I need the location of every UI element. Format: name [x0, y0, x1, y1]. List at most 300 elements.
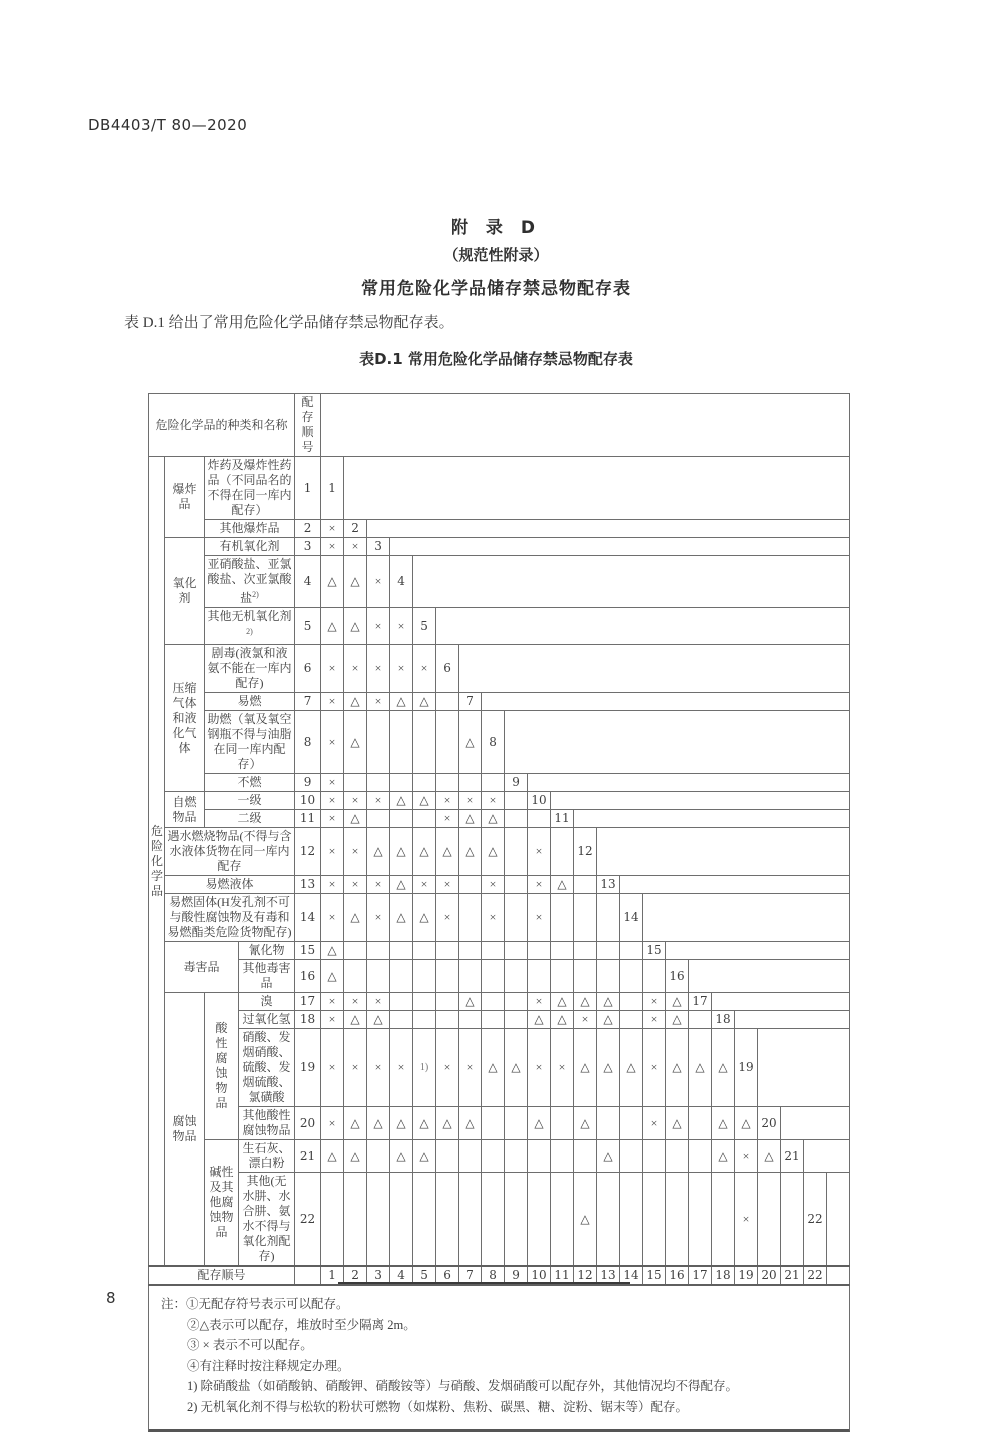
mark-cell	[620, 993, 643, 1011]
mark-cell	[390, 810, 413, 828]
mark-cell: △	[413, 828, 436, 876]
mark-cell: ×	[367, 556, 390, 608]
mark-cell: △	[712, 1029, 735, 1107]
void-cell	[505, 711, 850, 774]
mark-cell: △	[413, 894, 436, 942]
mark-cell: △	[574, 993, 597, 1011]
note-line: 注：①无配存符号表示可以配存。	[161, 1297, 349, 1311]
mark-cell: ×	[321, 520, 344, 538]
mark-cell	[367, 1173, 390, 1267]
mark-cell	[344, 774, 367, 792]
mark-cell: △	[459, 828, 482, 876]
footer-number: 15	[643, 1266, 666, 1285]
diagonal-cell: 3	[367, 538, 390, 556]
group-label: 氧化剂	[165, 538, 205, 645]
mark-cell: ×	[321, 810, 344, 828]
footer-number: 5	[413, 1266, 436, 1285]
mark-cell: △	[597, 1140, 620, 1173]
mark-cell: △	[459, 1107, 482, 1140]
row-number: 2	[295, 520, 321, 538]
subgroup-text: 碱性及其他腐蚀物品	[209, 1165, 234, 1239]
mark-cell	[413, 1173, 436, 1267]
mark-cell: △	[459, 711, 482, 774]
mark-cell: △	[551, 993, 574, 1011]
mark-cell	[505, 894, 528, 942]
mark-cell	[482, 1107, 505, 1140]
matrix-table	[148, 393, 850, 1286]
mark-cell	[367, 711, 390, 774]
item-label: 一级	[205, 792, 295, 810]
footer-number: 21	[781, 1266, 804, 1285]
mark-cell	[482, 1011, 505, 1029]
mark-cell: ×	[643, 993, 666, 1011]
mark-cell: ×	[390, 608, 413, 645]
mark-cell: ×	[321, 1011, 344, 1029]
mark-cell: △	[413, 1140, 436, 1173]
mark-cell: ×	[643, 1011, 666, 1029]
mark-cell	[482, 774, 505, 792]
mark-cell: ×	[321, 1107, 344, 1140]
mark-cell	[551, 828, 574, 876]
item-label: 炸药及爆炸性药品（不同品名的不得在同一库内配存）	[205, 457, 295, 520]
mark-cell: ×	[551, 1029, 574, 1107]
mark-cell: ×	[528, 828, 551, 876]
footer-trailing-cell	[827, 1266, 850, 1285]
appendix-subheading: （规范性附录）	[443, 246, 549, 264]
mark-cell: ×	[321, 792, 344, 810]
mark-cell: △	[321, 942, 344, 960]
mark-cell: ×	[367, 894, 390, 942]
mark-cell: △	[344, 1107, 367, 1140]
diagonal-cell: 17	[689, 993, 712, 1011]
item-label: 其他毒害品	[239, 960, 295, 993]
void-cell	[344, 457, 850, 520]
mark-cell: △	[390, 876, 413, 894]
mark-cell	[574, 876, 597, 894]
mark-cell	[643, 960, 666, 993]
mark-cell: ×	[367, 1029, 390, 1107]
subgroup-label	[205, 1140, 239, 1267]
mark-cell	[643, 1173, 666, 1267]
mark-cell	[390, 774, 413, 792]
mark-cell	[505, 876, 528, 894]
footer-number: 22	[804, 1266, 827, 1285]
row-number: 9	[295, 774, 321, 792]
mark-cell	[551, 1107, 574, 1140]
item-label: 助燃（氧及氧空钢瓶不得与油脂在同一库内配存）	[205, 711, 295, 774]
footer-rule	[338, 1282, 630, 1284]
footer-label: 配存顺号	[149, 1266, 295, 1285]
row-number: 21	[295, 1140, 321, 1173]
mark-cell: △	[482, 828, 505, 876]
group-label: 压缩气体和液化气体	[165, 645, 205, 792]
mark-cell: ×	[321, 645, 344, 693]
void-cell	[735, 1011, 850, 1029]
mark-cell: ×	[390, 1029, 413, 1107]
page-number: 8	[106, 1289, 116, 1307]
void-cell	[827, 1173, 850, 1267]
mark-cell	[436, 711, 459, 774]
mark-cell	[367, 1140, 390, 1173]
void-cell	[528, 774, 850, 792]
row-number: 14	[295, 894, 321, 942]
footer-number: 4	[390, 1266, 413, 1285]
mark-cell: ×	[436, 1029, 459, 1107]
mark-cell	[505, 810, 528, 828]
mark-cell	[597, 942, 620, 960]
mark-cell	[574, 942, 597, 960]
mark-cell	[459, 960, 482, 993]
mark-cell	[689, 1140, 712, 1173]
mark-cell: ×	[344, 1029, 367, 1107]
mark-cell	[390, 960, 413, 993]
mark-cell	[390, 1011, 413, 1029]
note-line: 2) 无机氧化剂不得与松软的粉状可燃物（如煤粉、焦粉、碳黑、糖、淀粉、锯末等）配存。	[187, 1399, 689, 1414]
footer-number: 14	[620, 1266, 643, 1285]
mark-cell: △	[321, 1140, 344, 1173]
mark-cell: △	[321, 960, 344, 993]
mark-cell: △	[344, 711, 367, 774]
diagonal-cell: 8	[482, 711, 505, 774]
mark-cell: ×	[643, 1029, 666, 1107]
mark-cell	[367, 960, 390, 993]
mark-cell	[344, 1173, 367, 1267]
item-label: 亚硝酸盐、亚氯酸盐、次亚氯酸盐$^{2)}$	[205, 556, 295, 608]
footer-number: 19	[735, 1266, 758, 1285]
mark-cell: ×	[482, 894, 505, 942]
mark-cell	[551, 942, 574, 960]
subgroup-label	[205, 993, 239, 1140]
mark-cell	[597, 1107, 620, 1140]
mark-cell	[666, 1173, 689, 1267]
mark-cell: ×	[413, 876, 436, 894]
diagonal-cell: 22	[804, 1173, 827, 1267]
mark-cell	[413, 711, 436, 774]
mark-cell: △	[367, 1011, 390, 1029]
subgroup-text: 酸性腐蚀物品	[215, 1021, 228, 1110]
mark-cell: △	[436, 1107, 459, 1140]
diagonal-cell: 13	[597, 876, 620, 894]
void-cell	[459, 645, 850, 693]
mark-cell: △	[390, 1140, 413, 1173]
mark-cell: ×	[344, 828, 367, 876]
mark-cell: △	[344, 810, 367, 828]
item-label: 易燃	[205, 693, 295, 711]
mark-cell: △	[390, 828, 413, 876]
void-cell	[712, 993, 850, 1011]
mark-cell: △	[344, 608, 367, 645]
mark-cell	[528, 942, 551, 960]
mark-cell	[413, 1011, 436, 1029]
mark-cell: △	[367, 828, 390, 876]
mark-cell	[482, 1140, 505, 1173]
mark-cell	[574, 894, 597, 942]
mark-cell	[620, 1011, 643, 1029]
void-cell	[413, 556, 850, 608]
mark-cell: ×	[321, 993, 344, 1011]
footer-blank-cell	[295, 1266, 321, 1285]
notes-box	[148, 1286, 850, 1432]
mark-cell	[620, 1173, 643, 1267]
void-cell	[758, 1029, 850, 1107]
mark-cell	[459, 774, 482, 792]
mark-cell	[413, 993, 436, 1011]
mark-cell: ×	[482, 792, 505, 810]
mark-cell: ×	[528, 1029, 551, 1107]
mark-cell	[620, 960, 643, 993]
item-label: 氰化物	[239, 942, 295, 960]
mark-cell: △	[574, 1107, 597, 1140]
diagonal-cell: 15	[643, 942, 666, 960]
mark-cell: △	[390, 1107, 413, 1140]
row-number: 22	[295, 1173, 321, 1267]
mark-cell	[574, 1140, 597, 1173]
mark-cell: ×	[367, 608, 390, 645]
mark-cell: △	[551, 1011, 574, 1029]
mark-cell	[505, 1140, 528, 1173]
note-line: ②△表示可以配存，堆放时至少隔离 2m。	[187, 1317, 416, 1332]
mark-cell: ×	[643, 1107, 666, 1140]
group-label: 毒害品	[165, 942, 239, 993]
diagonal-cell: 4	[390, 556, 413, 608]
footer-number: 20	[758, 1266, 781, 1285]
mark-cell	[620, 1140, 643, 1173]
mark-cell: 1)	[413, 1029, 436, 1107]
mark-cell	[436, 693, 459, 711]
mark-cell	[528, 810, 551, 828]
mark-cell	[413, 774, 436, 792]
row-number: 13	[295, 876, 321, 894]
mark-cell	[413, 942, 436, 960]
spine-label: 危险化学品	[149, 457, 165, 1267]
mark-cell: ×	[367, 876, 390, 894]
note-line: ④有注释时按注释规定办理。	[187, 1358, 350, 1373]
void-cell	[666, 942, 850, 960]
void-cell	[574, 810, 850, 828]
diagonal-cell: 1	[321, 457, 344, 520]
mark-cell	[482, 960, 505, 993]
row-number: 11	[295, 810, 321, 828]
appendix-title: 常用危险化学品储存禁忌物配存表	[361, 279, 631, 299]
mark-cell: △	[344, 1011, 367, 1029]
mark-cell: △	[551, 876, 574, 894]
diagonal-cell: 10	[528, 792, 551, 810]
group-label: 爆炸品	[165, 457, 205, 538]
mark-cell	[321, 1173, 344, 1267]
mark-cell: ×	[367, 693, 390, 711]
mark-cell: △	[666, 993, 689, 1011]
mark-cell	[367, 774, 390, 792]
mark-cell	[505, 960, 528, 993]
mark-cell: △	[574, 1029, 597, 1107]
diagonal-cell: 9	[505, 774, 528, 792]
table-area	[148, 393, 851, 1432]
mark-cell: △	[390, 693, 413, 711]
mark-cell: ×	[321, 1029, 344, 1107]
mark-cell	[528, 960, 551, 993]
mark-cell	[344, 942, 367, 960]
mark-cell: △	[528, 1107, 551, 1140]
mark-cell	[436, 1140, 459, 1173]
mark-cell: ×	[528, 894, 551, 942]
item-label: 过氧化氢	[239, 1011, 295, 1029]
mark-cell: ×	[344, 538, 367, 556]
row-number: 4	[295, 556, 321, 608]
mark-cell	[551, 1140, 574, 1173]
diagonal-cell: 21	[781, 1140, 804, 1173]
mark-cell	[620, 1107, 643, 1140]
mark-cell	[528, 1140, 551, 1173]
mark-cell: ×	[735, 1173, 758, 1267]
mark-cell: △	[321, 608, 344, 645]
mark-cell	[505, 942, 528, 960]
item-label: 易燃液体	[165, 876, 295, 894]
mark-cell	[620, 942, 643, 960]
void-cell	[643, 894, 850, 942]
mark-cell: ×	[413, 645, 436, 693]
void-cell	[689, 960, 850, 993]
mark-cell	[505, 993, 528, 1011]
mark-cell	[436, 1173, 459, 1267]
mark-cell: △	[528, 1011, 551, 1029]
mark-cell	[459, 894, 482, 942]
mark-cell: △	[666, 1029, 689, 1107]
mark-cell: △	[344, 693, 367, 711]
appendix-heading: 附 录 D	[451, 218, 541, 238]
row-number: 18	[295, 1011, 321, 1029]
mark-cell	[781, 1173, 804, 1267]
mark-cell: ×	[321, 894, 344, 942]
footer-number: 1	[321, 1266, 344, 1285]
mark-cell: ×	[321, 774, 344, 792]
mark-cell: △	[482, 1029, 505, 1107]
diagonal-cell: 16	[666, 960, 689, 993]
mark-cell: △	[390, 792, 413, 810]
void-cell	[804, 1140, 850, 1173]
mark-cell	[505, 828, 528, 876]
mark-cell	[689, 1173, 712, 1267]
footer-number: 16	[666, 1266, 689, 1285]
mark-cell	[597, 960, 620, 993]
mark-cell: ×	[344, 876, 367, 894]
mark-cell	[528, 1173, 551, 1267]
mark-cell: ×	[344, 993, 367, 1011]
mark-cell: ×	[367, 645, 390, 693]
mark-cell	[551, 894, 574, 942]
diagonal-cell: 7	[459, 693, 482, 711]
mark-cell: △	[689, 1029, 712, 1107]
mark-cell: ×	[528, 993, 551, 1011]
item-label: 遇水燃烧物品(不得与含水液体货物在同一库内配存	[165, 828, 295, 876]
row-number: 19	[295, 1029, 321, 1107]
note-line: 1) 除硝酸盐（如硝酸钠、硝酸钾、硝酸铵等）与硝酸、发烟硝酸可以配存外，其他情况均不得配存。	[187, 1379, 739, 1393]
row-number: 5	[295, 608, 321, 645]
footer-number: 7	[459, 1266, 482, 1285]
mark-cell: ×	[321, 693, 344, 711]
void-cell	[436, 608, 850, 645]
intro-text: 表 D.1 给出了常用危险化学品储存禁忌物配存表。	[124, 315, 454, 331]
mark-cell: △	[620, 1029, 643, 1107]
doc-code: DB4403/T 80—2020	[88, 116, 248, 134]
group-label: 腐蚀物品	[165, 993, 205, 1267]
mark-cell: △	[413, 792, 436, 810]
mark-cell	[689, 1011, 712, 1029]
diagonal-cell: 2	[344, 520, 367, 538]
mark-cell	[413, 960, 436, 993]
mark-cell: ×	[528, 876, 551, 894]
footer-number: 18	[712, 1266, 735, 1285]
mark-cell	[482, 942, 505, 960]
footer-number: 13	[597, 1266, 620, 1285]
footer-number: 10	[528, 1266, 551, 1285]
mark-cell: ×	[459, 792, 482, 810]
item-label: 其他无机氧化剂$^{2)}$	[205, 608, 295, 645]
mark-cell	[505, 792, 528, 810]
mark-cell: △	[344, 894, 367, 942]
mark-cell: ×	[482, 876, 505, 894]
mark-cell	[459, 1011, 482, 1029]
mark-cell: ×	[436, 810, 459, 828]
mark-cell: △	[413, 1107, 436, 1140]
diagonal-cell: 12	[574, 828, 597, 876]
mark-cell	[597, 1173, 620, 1267]
footer-number: 12	[574, 1266, 597, 1285]
item-label: 其他(无水肼、水合肼、氨水不得与氧化剂配存)	[239, 1173, 295, 1267]
mark-cell: △	[321, 556, 344, 608]
footer-number: 17	[689, 1266, 712, 1285]
row-number: 17	[295, 993, 321, 1011]
mark-cell	[390, 993, 413, 1011]
mark-cell	[666, 1140, 689, 1173]
mark-cell	[413, 810, 436, 828]
footer-number: 2	[344, 1266, 367, 1285]
mark-cell: ×	[436, 876, 459, 894]
mark-cell: ×	[367, 792, 390, 810]
diagonal-cell: 20	[758, 1107, 781, 1140]
mark-cell: △	[574, 1173, 597, 1267]
mark-cell	[436, 774, 459, 792]
mark-cell	[482, 1173, 505, 1267]
item-label: 剧毒(液氯和液氨不能在一库内配存)	[205, 645, 295, 693]
mark-cell: △	[344, 556, 367, 608]
mark-cell	[643, 1140, 666, 1173]
mark-cell: ×	[344, 792, 367, 810]
mark-cell	[459, 1140, 482, 1173]
mark-cell: △	[459, 993, 482, 1011]
row-number: 6	[295, 645, 321, 693]
mark-cell: ×	[574, 1011, 597, 1029]
mark-cell	[505, 1011, 528, 1029]
row-number: 1	[295, 457, 321, 520]
mark-cell: ×	[390, 645, 413, 693]
mark-cell	[459, 942, 482, 960]
void-cell	[321, 394, 850, 457]
mark-cell: △	[436, 828, 459, 876]
mark-cell: ×	[459, 1029, 482, 1107]
mark-cell: △	[390, 894, 413, 942]
void-cell	[482, 693, 850, 711]
row-number: 20	[295, 1107, 321, 1140]
mark-cell: △	[482, 810, 505, 828]
mark-cell: △	[712, 1107, 735, 1140]
mark-cell	[367, 810, 390, 828]
row-number: 8	[295, 711, 321, 774]
mark-cell	[390, 711, 413, 774]
footer-number: 3	[367, 1266, 390, 1285]
item-label: 不燃	[205, 774, 295, 792]
mark-cell	[505, 1173, 528, 1267]
mark-cell	[482, 993, 505, 1011]
